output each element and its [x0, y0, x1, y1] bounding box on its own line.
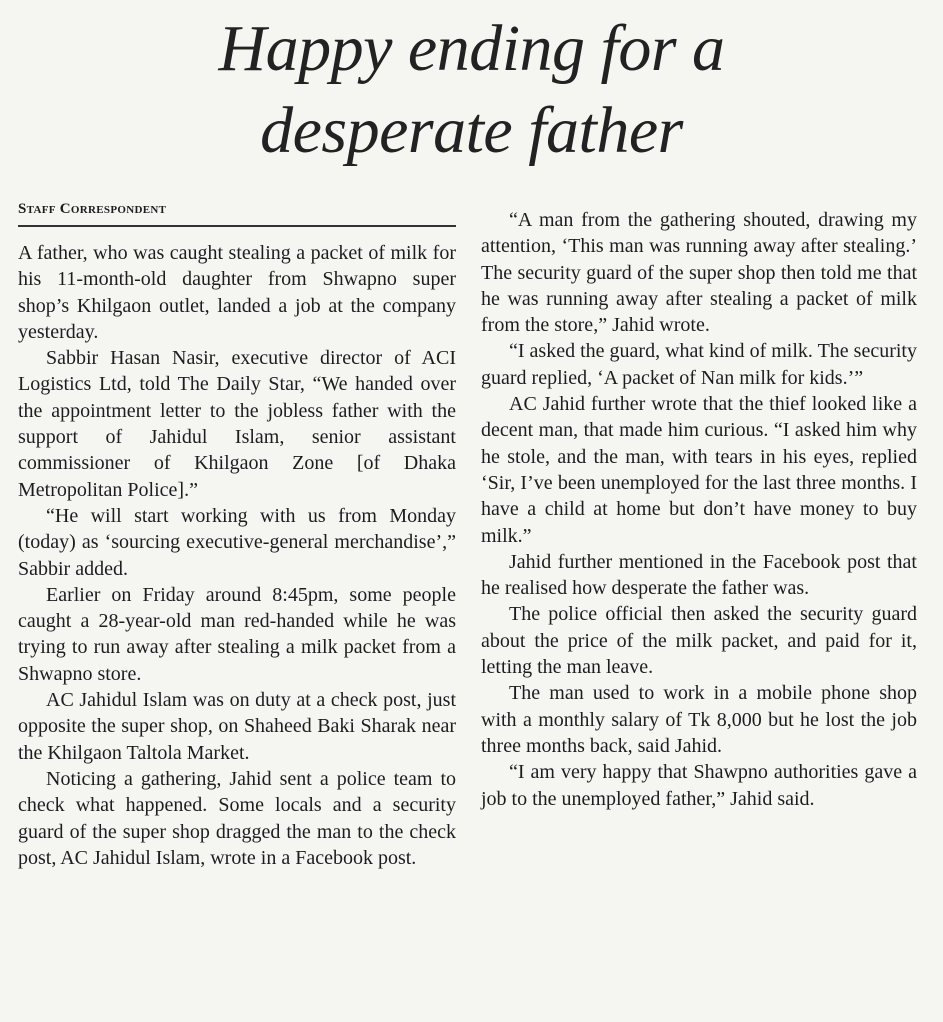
- paragraph: “A man from the gathering shouted, drawing my attention, ‘This man was running away after stealing.’ The security guard of the super shop then told me that he was running away after stealing a packet of milk from the store,” Jahid wrote.: [481, 209, 917, 337]
- paragraph: AC Jahidul Islam was on duty at a check post, just opposite the super shop, on Shaheed Baki Sharak near the Khilgaon Taltola Market.: [18, 689, 456, 764]
- paragraph: The police official then asked the security guard about the price of the milk packet, and paid for it, letting the man leave.: [481, 603, 917, 679]
- paragraph: Jahid further mentioned in the Facebook post that he realised how desperate the father was.: [481, 550, 917, 600]
- paragraph: A father, who was caught stealing a packet of milk for his 11-month-old daughter from Shwapno super shop’s Khilgaon outlet, landed a job at the company yesterday.: [18, 242, 456, 343]
- paragraph: Noticing a gathering, Jahid sent a police team to check what happened. Some locals and a security guard of the super shop dragged the man to the check post, AC Jahidul Islam, wrote in a Facebook post.: [18, 767, 456, 869]
- paragraph: AC Jahid further wrote that the thief looked like a decent man, that made him curious. “I asked him why he stole, and the man, with tears in his eyes, replied ‘Sir, I’ve been unemployed for the last three months. I have a child at home but don’t have money to buy milk.”: [481, 393, 917, 547]
- paragraph: The man used to work in a mobile phone shop with a monthly salary of Tk 8,000 but he lost the job three months back, said Jahid.: [481, 682, 917, 757]
- paragraph: “I am very happy that Shawpno authorities gave a job to the unemployed father,” Jahid said.: [481, 761, 917, 810]
- left-column: [18, 200, 456, 871]
- paragraph: Sabbir Hasan Nasir, executive director of ACI Logistics Ltd, told The Daily Star, “We handed over the appointment letter to the jobless father with the support of Jahidul Islam, senior assistant commissioner of Khilgaon Zone [of Dhaka Metropolitan Police].”: [18, 347, 456, 501]
- byline: Staff Correspondent: [18, 200, 456, 227]
- headline-line-1: Happy ending for a: [218, 12, 725, 85]
- headline: [0, 8, 943, 172]
- paragraph: “I asked the guard, what kind of milk. The security guard replied, ‘A packet of Nan milk for kids.’”: [481, 340, 917, 389]
- headline-line-2: desperate father: [260, 94, 683, 167]
- paragraph: “He will start working with us from Monday (today) as ‘sourcing executive-general merchandise’,” Sabbir added.: [18, 504, 456, 580]
- right-column: [481, 207, 917, 812]
- paragraph: Earlier on Friday around 8:45pm, some people caught a 28-year-old man red-handed while he was trying to run away after stealing a milk packet from a Shwapno store.: [18, 583, 456, 685]
